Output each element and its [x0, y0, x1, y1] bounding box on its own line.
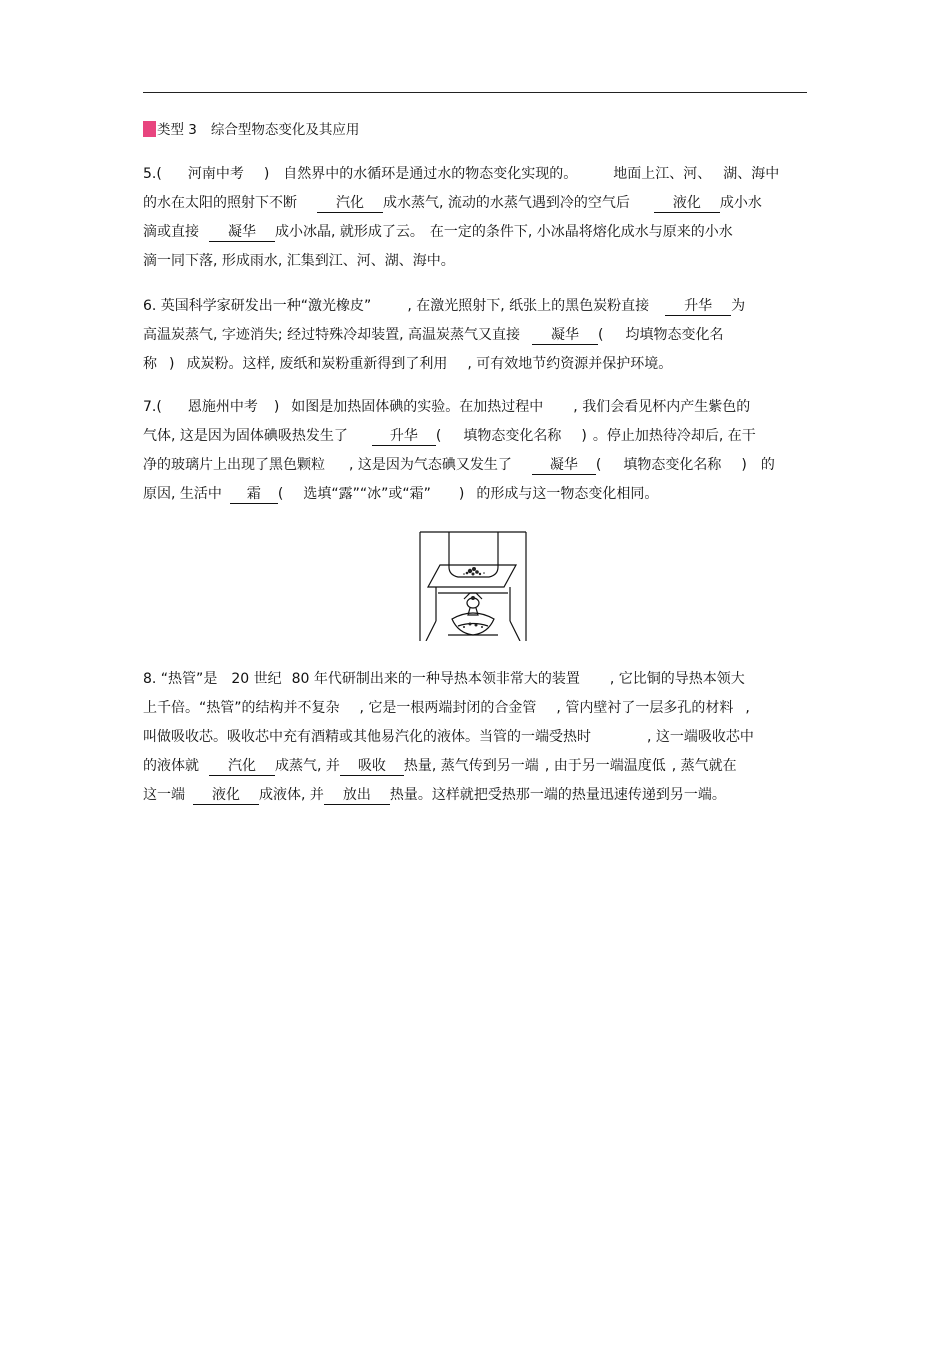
section-heading	[143, 120, 359, 140]
answer-blank: 放出	[324, 786, 390, 805]
question-7: 7.( 恩施州中考 ) 如图是加热固体碘的实验。在加热过程中 , 我们会看见杯内产生紫色的 气体, 这是因为固体碘吸热发生了 升华 ( 填物态变化名称 ) 。停止加热待冷却后, 在干 净的玻璃片上出现了黑色颗粒 , 这是因为气态碘又发生了 凝华 ( 填物态变化名称 ) 的 原因, 生活中 霜 ( 选填“露”“冰”或“霜” ) 的形成与这一物态变化相同。	[143, 399, 775, 502]
answer-blank: 液化	[654, 194, 720, 213]
answer-blank: 汽化	[209, 757, 275, 776]
answer-blank: 升华	[372, 427, 436, 446]
answer-blank: 凝华	[532, 326, 598, 345]
heading-label: 类型	[157, 122, 184, 138]
heading-title: 综合型物态变化及其应用	[210, 122, 360, 138]
heading-marker	[143, 121, 156, 137]
question-6: 6. 英国科学家研发出一种“激光橡皮” , 在激光照射下, 纸张上的黑色炭粉直接 升华 为 高温炭蒸气, 字迹消失; 经过特殊冷却装置, 高温炭蒸气又直接 凝华 ( 均填物态变化名 称 ) 成炭粉。这样, 废纸和炭粉重新得到了利用 , 可有效地节约资源并保护环境。	[143, 298, 746, 372]
question-8: 8. “热管”是 20 世纪 80 年代研制出来的一种导热本领非常大的装置 , 它比铜的导热本领大 上千倍。“热管”的结构并不复杂 , 它是一根两端封闭的合金管 , 管内壁衬了一层多孔的材料 , 叫做吸收芯。吸收芯中充有酒精或其他易汽化的液体。当管的一端受热时 , 这一端吸收芯中 的液体就 汽化 成蒸气, 并 吸收 热量, 蒸气传到另一端 , 由于另一端温度低 , 蒸气就在 这一端 液化 成液体, 并 放出 热量。这样就把受热那一端的热量迅速传递到另一端。	[143, 671, 754, 803]
answer-blank: 升华	[665, 297, 731, 316]
question-5: 5.( 河南中考 ) 自然界中的水循环是通过水的物态变化实现的。 地面上江、河、 湖、海中 的水在太阳的照射下不断 汽化 成水蒸气, 流动的水蒸气遇到冷的空气后 液化 成小水 滴或直接 凝华 成小冰晶, 就形成了云。 在一定的条件下, 小冰晶将熔化成水与原来的小水 滴一同下落, 形成雨水, 汇集到江、河、湖、海中。	[143, 166, 780, 269]
answer-blank: 凝华	[532, 456, 596, 475]
top-rule	[143, 92, 807, 93]
answer-blank: 凝华	[209, 223, 275, 242]
answer-blank: 吸收	[340, 757, 404, 776]
iodine-heating-figure	[418, 531, 528, 641]
answer-blank: 汽化	[317, 194, 383, 213]
heading-number: 3	[188, 122, 197, 138]
answer-blank: 液化	[193, 786, 259, 805]
answer-blank: 霜	[230, 485, 278, 504]
